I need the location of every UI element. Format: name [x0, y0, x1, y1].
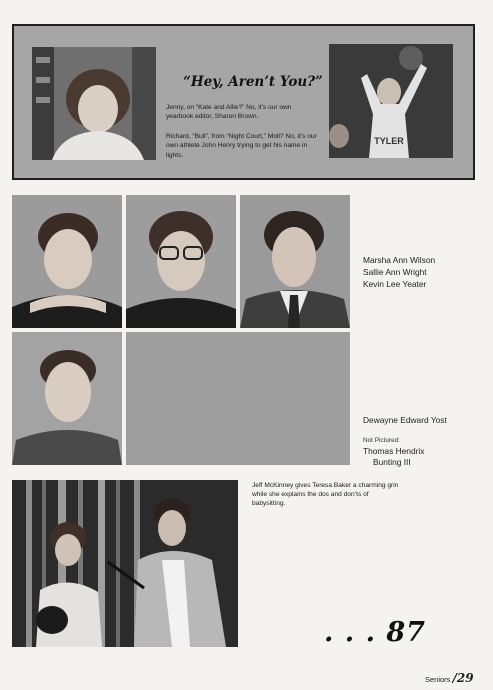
portrait-sallie-wright [126, 195, 236, 328]
blank-photo-block [126, 332, 350, 465]
not-pictured-name-line2: Bunting III [373, 457, 411, 467]
caption-john-henry: Richard, “Bull”, from “Night Court,” Moll? No, it’s our own athlete John Henry trying to get his name in lights. [166, 133, 317, 159]
photo-sharon-brown [32, 47, 156, 160]
senior-count: . . . 87 [324, 617, 426, 648]
page-folio [425, 671, 474, 685]
folio-page-number: 29 [456, 671, 474, 685]
portrait-marsha-wilson [12, 195, 122, 328]
jersey-text: TYLER [374, 136, 404, 146]
name-dewayne-yost: Dewayne Edward Yost [363, 415, 447, 425]
caption-sharon: Jenny, on “Kate and Allie?” No, it’s our own yearbook editor, Sharon Brown. [166, 104, 292, 121]
folio-section: Seniors [425, 675, 451, 684]
folio-separator: / [452, 671, 457, 685]
not-pictured-label: Not Pictured: [363, 437, 400, 444]
photo-mckinney-baker [12, 480, 238, 647]
name-sallie-wright: Sallie Ann Wright [363, 267, 427, 277]
not-pictured-name-line1: Thomas Hendrix [363, 446, 425, 456]
portrait-kevin-yeater [240, 195, 350, 328]
feature-title: “Hey, Aren’t You?” [183, 74, 323, 90]
photo-john-henry [329, 44, 453, 158]
name-marsha-wilson: Marsha Ann Wilson [363, 255, 436, 265]
name-kevin-yeater: Kevin Lee Yeater [363, 279, 427, 289]
portrait-dewayne-yost [12, 332, 122, 465]
bottom-photo-caption: Jeff McKinney gives Teresa Baker a charming grin while she explains the dos and don’ts of babysitting. [252, 482, 399, 508]
name-list-row1 [363, 254, 435, 290]
